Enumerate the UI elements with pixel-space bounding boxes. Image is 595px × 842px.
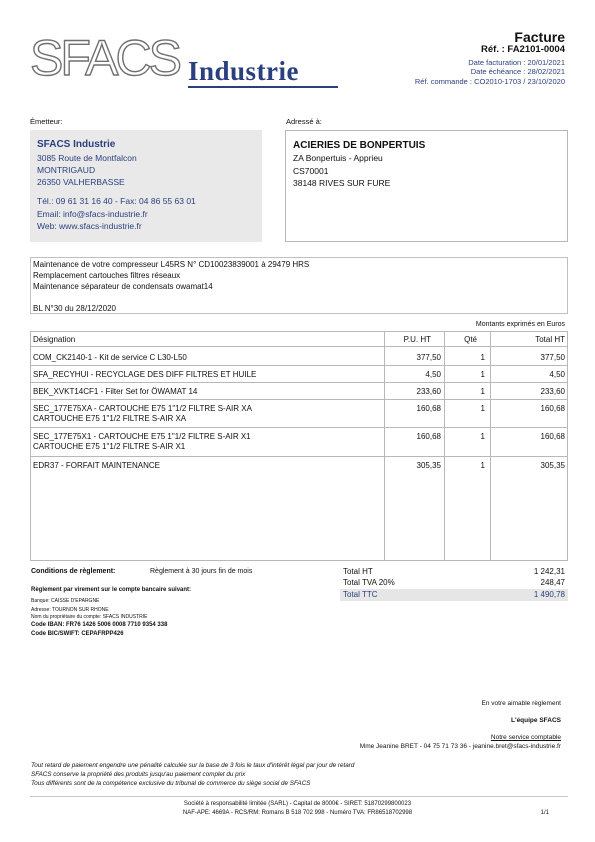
emitter-phone: Tél.: 09 61 31 16 40 - Fax: 04 86 55 63 01 <box>37 196 196 206</box>
line-total: 160,68 <box>540 432 565 441</box>
total-ht-label: Total HT <box>343 567 373 576</box>
notes-line-4: BL N°30 du 28/12/2020 <box>33 304 116 313</box>
emitter-website: Web: www.sfacs-industrie.fr <box>37 221 142 231</box>
row-divider <box>31 427 567 428</box>
line-designation-detail: CARTOUCHE E75 1"1/2 FILTRE S-AIR XA <box>33 414 187 423</box>
total-ttc-label: Total TTC <box>343 590 378 599</box>
line-designation: COM_CK2140-1 - Kit de service C L30-L50 <box>33 353 187 362</box>
invoice-reference: Réf. : FA2101-0004 <box>481 44 565 55</box>
total-ttc-row <box>340 589 568 601</box>
column-divider <box>444 332 445 560</box>
column-header-total: Total HT <box>535 335 565 344</box>
line-quantity: 1 <box>480 404 485 413</box>
iban: Code IBAN: FR76 1426 5006 0008 7710 9354 338 <box>31 622 168 628</box>
company-logo <box>30 30 320 88</box>
line-unit-price: 160,68 <box>416 432 441 441</box>
notes-line-1: Maintenance de votre compresseur L45RS N° CD10023839001 à 29479 HRS <box>33 260 310 269</box>
line-designation: BEK_XVKT14CF1 - Filter Set for ÖWAMAT 14 <box>33 387 198 396</box>
line-quantity: 1 <box>480 432 485 441</box>
line-designation: EDR37 - FORFAIT MAINTENANCE <box>33 461 160 470</box>
closing-greeting: En votre aimable règlement <box>481 700 561 707</box>
total-ht-row <box>340 567 568 578</box>
line-designation: SEC_177E75X1 - CARTOUCHE E75 1"1/2 FILTRE S-AIR X1 <box>33 432 251 441</box>
line-total: 233,60 <box>540 387 565 396</box>
line-quantity: 1 <box>480 387 485 396</box>
currency-note: Montants exprimés en Euros <box>475 321 565 328</box>
bic-swift: Code BIC/SWIFT: CEPAFRPP426 <box>31 631 124 637</box>
line-unit-price: 233,60 <box>416 387 441 396</box>
total-tva-label: Total TVA 20% <box>343 578 395 587</box>
emitter-street: 3085 Route de Montfalcon <box>37 153 137 163</box>
total-ttc-value: 1 490,78 <box>533 590 565 599</box>
column-header-designation: Désignation <box>33 335 76 344</box>
total-tva-row <box>340 578 568 589</box>
row-divider <box>31 365 567 366</box>
logo-suffix: Industrie <box>188 56 300 86</box>
line-designation-detail: CARTOUCHE E75 1"1/2 FILTRE S-AIR X1 <box>33 442 186 451</box>
emitter-city: 26350 VALHERBASSE <box>37 177 125 187</box>
recipient-label: Adressé à: <box>286 117 322 126</box>
recipient-block <box>285 130 568 242</box>
row-divider <box>31 382 567 383</box>
document-title: Facture <box>514 29 565 45</box>
page-number: 1/1 <box>540 810 549 816</box>
recipient-name: ACIERIES DE BONPERTUIS <box>293 140 426 151</box>
notes-line-3: Maintenance séparateur de condensats owamat14 <box>33 282 213 291</box>
bank-transfer-title: Règlement par virement sur le compte bancaire suivant: <box>31 587 192 593</box>
due-date: Date échéance : 28/02/2021 <box>470 67 565 76</box>
line-unit-price: 377,50 <box>416 353 441 362</box>
payment-terms-value: Règlement à 30 jours fin de mois <box>150 568 253 575</box>
footer-registration-info: NAF-APE: 4669A - RCS/RM: Romans B 518 702 998 - Numéro TVA: FR86518702998 <box>182 810 413 816</box>
recipient-city: 38148 RIVES SUR FURE <box>293 178 391 188</box>
order-reference: Réf. commande : CO2010-1703 / 23/10/2020 <box>414 77 565 86</box>
invoice-notes <box>30 257 568 314</box>
account-owner: Nom du propriétaire du compte: SFACS INDUSTRIE <box>31 614 148 620</box>
accounting-contact: Mme Jeanine BRET - 04 75 71 73 36 - jeanine.bret@sfacs-industrie.fr <box>359 743 561 750</box>
line-total: 377,50 <box>540 353 565 362</box>
payment-terms-label: Conditions de règlement: <box>31 568 116 575</box>
column-header-quantity: Qté <box>464 335 477 344</box>
recipient-postbox: CS70001 <box>293 166 329 176</box>
emitter-label: Émetteur: <box>30 117 63 126</box>
total-ht-value: 1 242,31 <box>533 567 565 576</box>
line-designation: SFA_RECYHUI - RECYCLAGE DES DIFF FILTRES ET HUILE <box>33 370 257 379</box>
line-quantity: 1 <box>480 353 485 362</box>
emitter-locality: MONTRIGAUD <box>37 165 96 175</box>
invoice-date: Date facturation : 20/01/2021 <box>468 58 565 67</box>
legal-late-payment: Tout retard de paiement engendre une pénalité calculée sur la base de 3 fois le taux d'intérêt légal par jour de retard <box>31 762 355 769</box>
bank-address: Adresse: TOURNON SUR RHONE <box>31 607 109 613</box>
logo-brand: SFACS <box>30 30 179 86</box>
row-divider <box>31 399 567 400</box>
row-divider <box>31 456 567 457</box>
emitter-block <box>30 130 262 242</box>
line-total: 4,50 <box>549 370 565 379</box>
recipient-street: ZA Bonpertuis - Apprieu <box>293 153 383 163</box>
emitter-name: SFACS Industrie <box>37 139 116 150</box>
emitter-email: Email: info@sfacs-industrie.fr <box>37 209 148 219</box>
notes-line-2: Remplacement cartouches filtres réseaux <box>33 271 181 280</box>
column-header-unit-price: P.U. HT <box>403 335 431 344</box>
legal-jurisdiction: Tous différents sont de la compétence exclusive du tribunal de commerce du siège social de SFACS <box>31 780 311 787</box>
line-quantity: 1 <box>480 370 485 379</box>
footer-divider <box>30 796 568 797</box>
column-divider <box>490 332 491 560</box>
total-tva-value: 248,47 <box>540 578 565 587</box>
accounting-service: Notre service comptable <box>490 734 561 741</box>
closing-team: L'équipe SFACS <box>511 717 561 724</box>
line-quantity: 1 <box>480 461 485 470</box>
footer-company-info: Société à responsabilité limitée (SARL) - Capital de 8000€ - SIRET: 51870299800023 <box>183 801 412 807</box>
logo-underline <box>188 86 338 88</box>
line-designation: SEC_177E75XA - CARTOUCHE E75 1"1/2 FILTRE S-AIR XA <box>33 404 252 413</box>
legal-retention: SFACS conserve la propriété des produits jusqu'au paiement complet du prix <box>31 771 246 778</box>
invoice-lines-table <box>30 331 568 561</box>
line-unit-price: 4,50 <box>425 370 441 379</box>
line-unit-price: 160,68 <box>416 404 441 413</box>
column-divider <box>384 332 385 560</box>
bank-name: Banque: CAISSE D'EPARGNE <box>31 598 100 604</box>
header-divider <box>31 346 567 347</box>
line-total: 160,68 <box>540 404 565 413</box>
line-total: 305,35 <box>540 461 565 470</box>
line-unit-price: 305,35 <box>416 461 441 470</box>
